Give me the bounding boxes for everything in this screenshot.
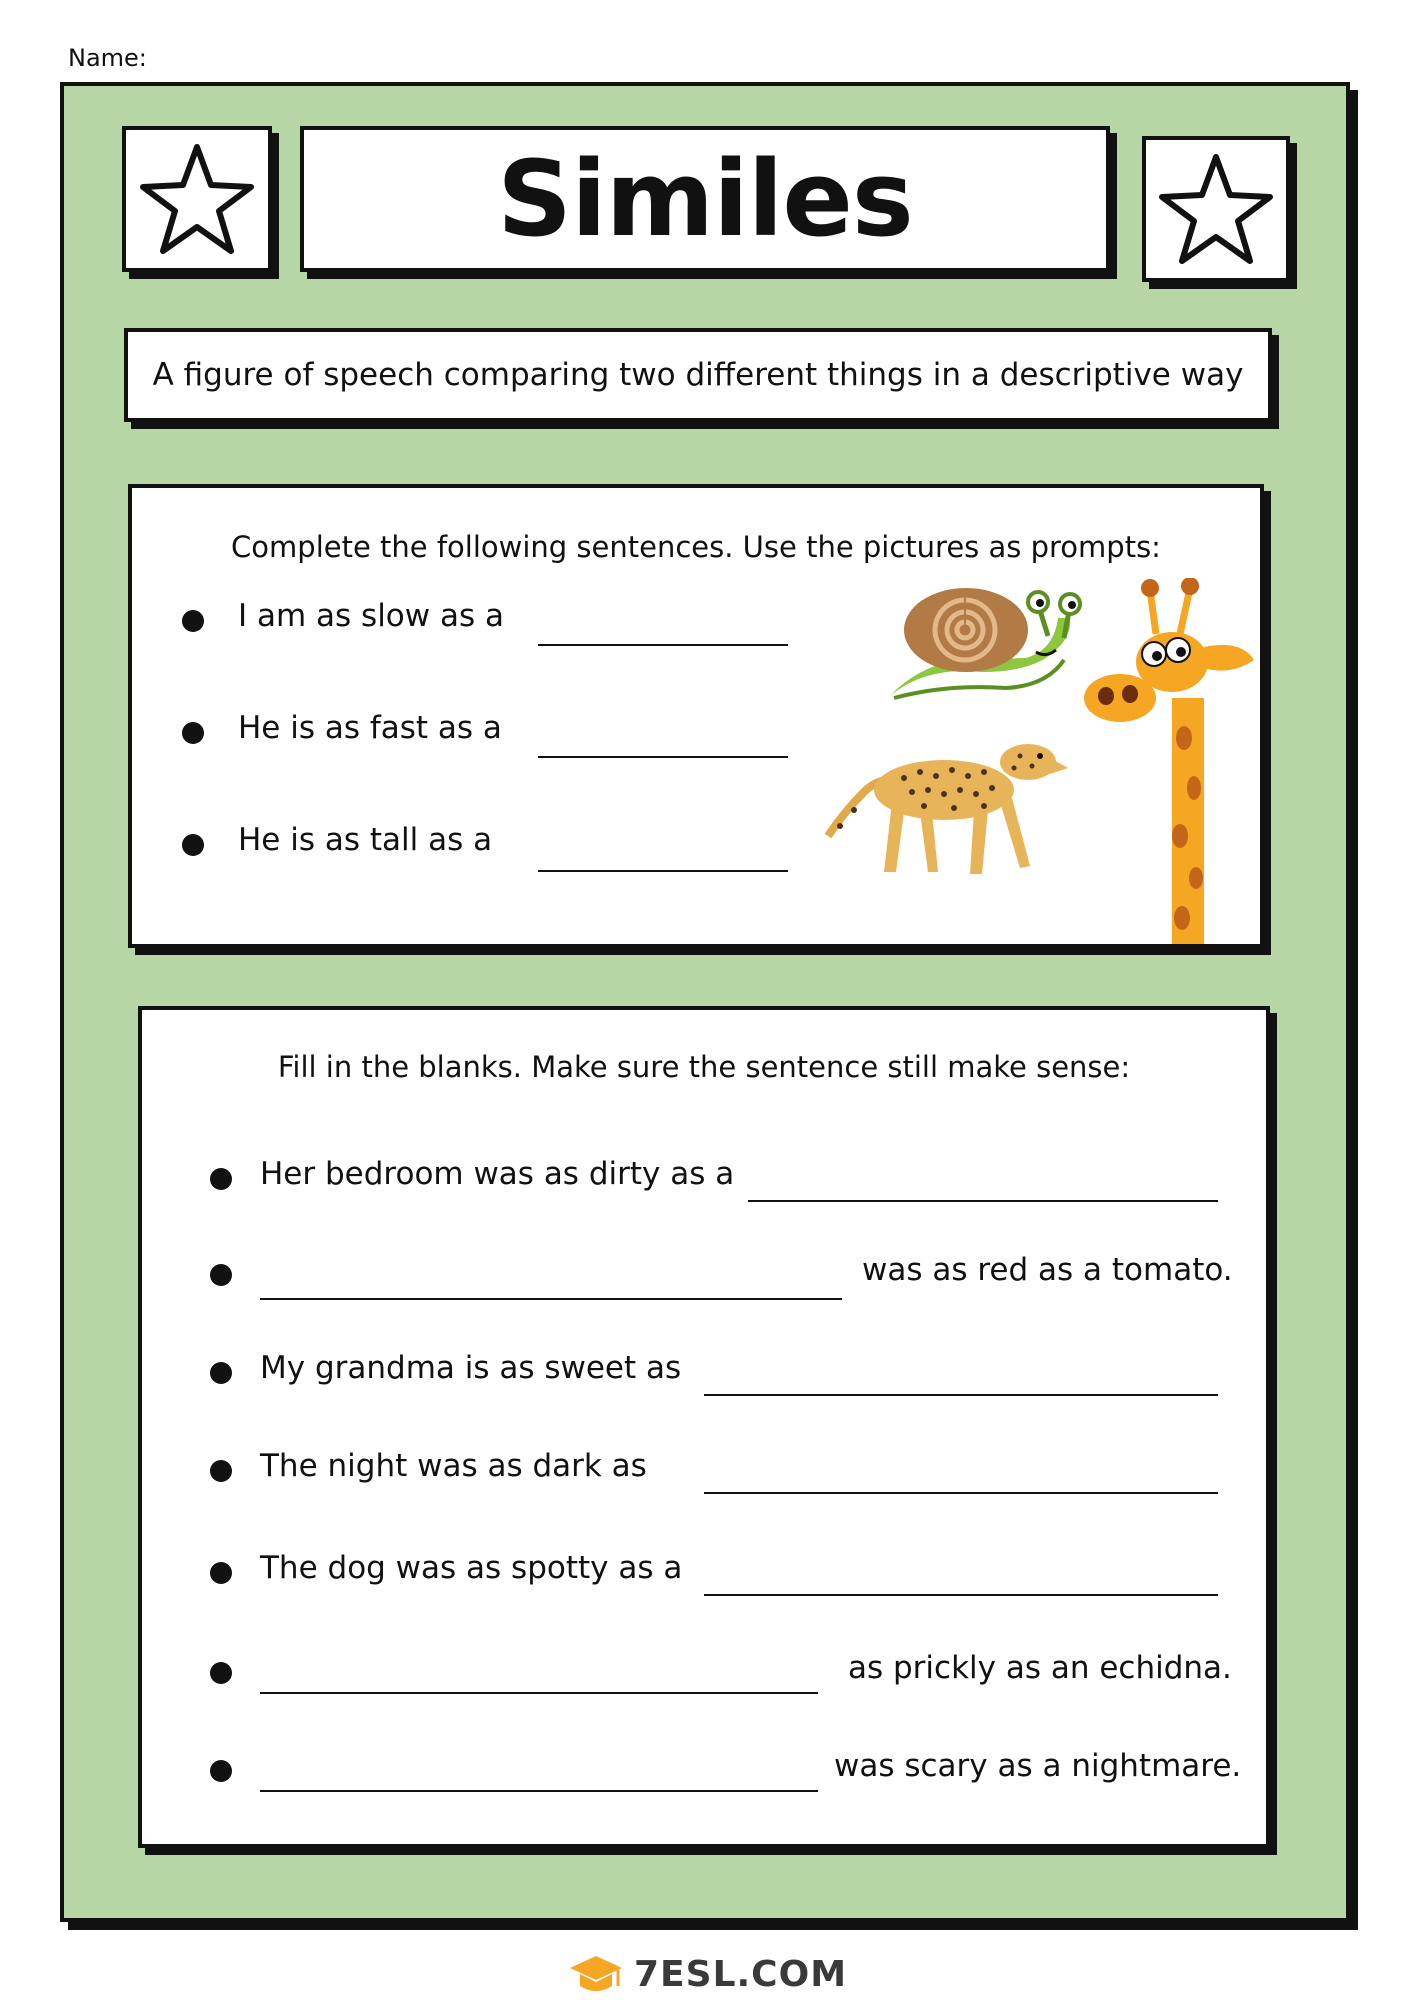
sentence-text: was as red as a tomato.: [862, 1252, 1233, 1288]
answer-blank[interactable]: [704, 1492, 1218, 1494]
answer-blank[interactable]: [260, 1692, 818, 1694]
answer-blank[interactable]: [538, 644, 788, 646]
sentence-text: The dog was as spotty as a: [260, 1550, 683, 1586]
star-icon: [137, 141, 257, 257]
footer-brand: [568, 1948, 847, 2000]
page-title: Similes: [300, 126, 1110, 272]
answer-blank[interactable]: [748, 1200, 1218, 1202]
giraffe-illustration: [1080, 578, 1260, 944]
definition-box: [124, 328, 1272, 422]
section-fill-blanks: [138, 1006, 1270, 1848]
answer-blank[interactable]: [704, 1394, 1218, 1396]
sentence-text: My grandma is as sweet as: [260, 1350, 682, 1386]
star-icon: [1156, 151, 1276, 267]
star-box-right: [1142, 136, 1290, 282]
sentence-text: I am as slow as a: [238, 598, 504, 634]
star-box-left: [122, 126, 272, 272]
answer-blank[interactable]: [538, 756, 788, 758]
section-complete-sentences: [128, 484, 1264, 948]
answer-blank[interactable]: [704, 1594, 1218, 1596]
sentence-text: He is as fast as a: [238, 710, 502, 746]
bullet-icon: [210, 1760, 232, 1782]
brand-text: 7ESL.COM: [634, 1953, 848, 1995]
sentence-text: The night was as dark as: [260, 1448, 647, 1484]
cheetah-illustration: [824, 732, 1084, 882]
bullet-icon: [210, 1264, 232, 1286]
bullet-icon: [182, 610, 204, 632]
bullet-icon: [182, 834, 204, 856]
answer-blank[interactable]: [260, 1790, 818, 1792]
bullet-icon: [210, 1362, 232, 1384]
bullet-icon: [210, 1460, 232, 1482]
section1-instruction: Complete the following sentences. Use the pictures as prompts:: [231, 530, 1161, 564]
sentence-text: He is as tall as a: [238, 822, 493, 858]
answer-blank[interactable]: [260, 1298, 842, 1300]
snail-illustration: [886, 588, 1086, 708]
bullet-icon: [210, 1168, 232, 1190]
sentence-text: as prickly as an echidna.: [848, 1650, 1232, 1686]
bullet-icon: [210, 1562, 232, 1584]
answer-blank[interactable]: [538, 870, 788, 872]
sentence-text: Her bedroom was as dirty as a: [260, 1156, 735, 1192]
bullet-icon: [182, 722, 204, 744]
bullet-icon: [210, 1662, 232, 1684]
definition-text: A figure of speech comparing two different things in a descriptive way: [152, 357, 1244, 393]
graduation-cap-icon: [568, 1952, 624, 1996]
name-label: Name:: [68, 44, 147, 72]
sentence-text: was scary as a nightmare.: [834, 1748, 1242, 1784]
section2-instruction: Fill in the blanks. Make sure the sentence still make sense:: [277, 1050, 1131, 1084]
